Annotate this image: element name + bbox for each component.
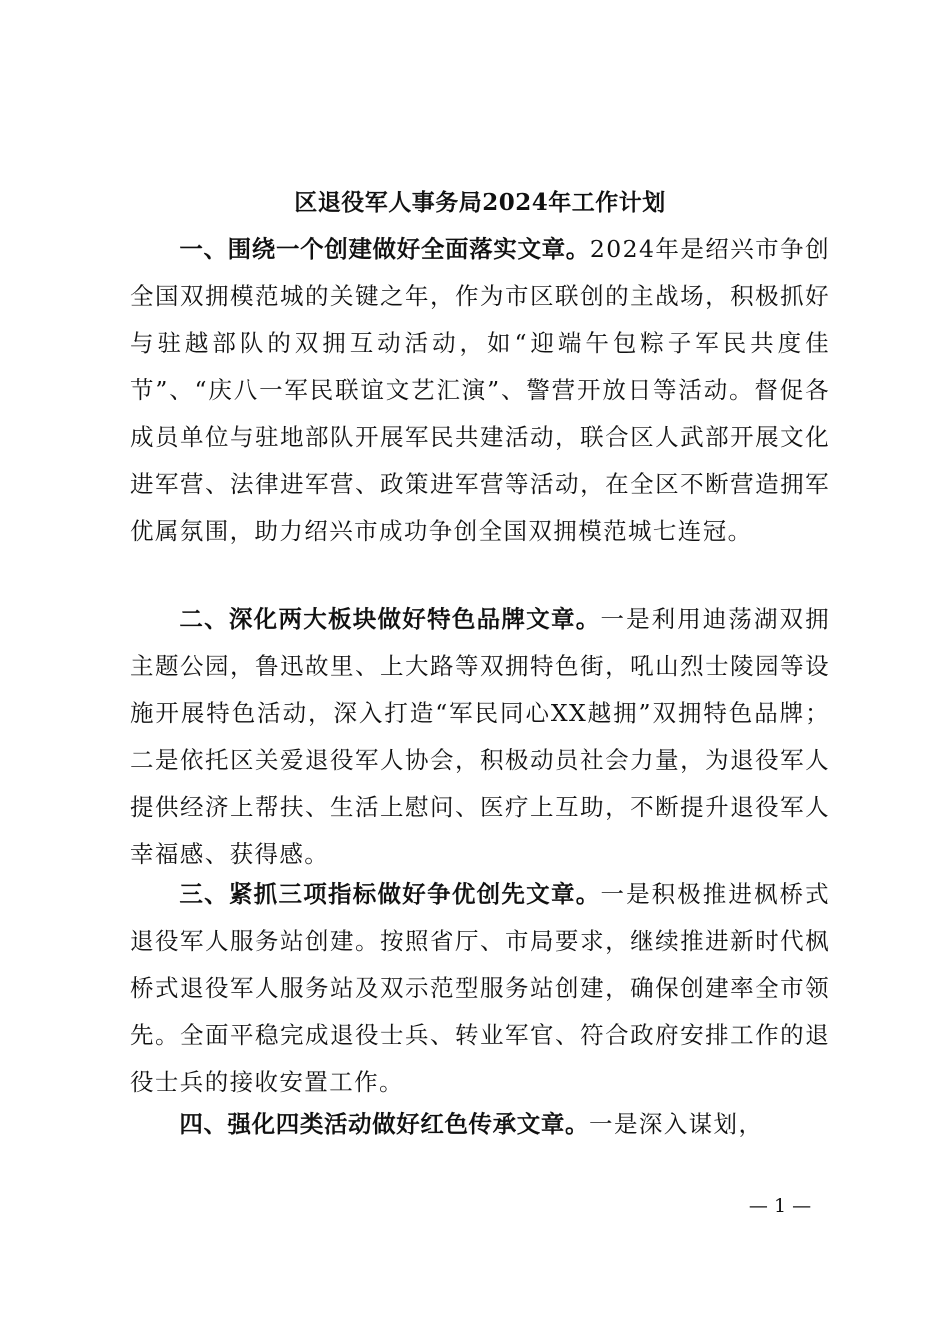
paragraph-4-body: 一是深入谋划，	[589, 1110, 764, 1138]
paragraph-4	[130, 1101, 830, 1148]
paragraph-2-heading: 二、深化两大板块做好特色品牌文章。	[179, 605, 601, 633]
paragraph-2	[130, 596, 830, 878]
paragraph-1	[130, 226, 830, 555]
paragraph-3-heading: 三、紧抓三项指标做好争优创先文章。	[179, 880, 601, 908]
paragraph-3-body: 一是积极推进枫桥式退役军人服务站创建。按照省厅、市局要求，继续推进新时代枫桥式退役军人服务站及双示范型服务站创建，确保创建率全市领先。全面平稳完成退役士兵、转业军官、符合政府安排工作的退役士兵的接收安置工作。	[130, 880, 830, 1096]
paragraph-1-body: 2024年是绍兴市争创全国双拥模范城的关键之年，作为市区联创的主战场，积极抓好与驻越部队的双拥互动活动，如“迎端午包粽子军民共度佳节”、“庆八一军民联谊文艺汇演”、警营开放日等活动。督促各成员单位与驻地部队开展军民共建活动，联合区人武部开展文化进军营、法律进军营、政策进军营等活动，在全区不断营造拥军优属氛围，助力绍兴市成功争创全国双拥模范城七连冠。	[130, 235, 830, 545]
paragraph-1-heading: 一、围绕一个创建做好全面落实文章。	[179, 235, 590, 263]
document-title: 区退役军人事务局2024年工作计划	[294, 189, 666, 216]
paragraph-2-body: 一是利用迪荡湖双拥主题公园，鲁迅故里、上大路等双拥特色街，吼山烈士陵园等设施开展特色活动，深入打造“军民同心XX越拥”双拥特色品牌；二是依托区关爱退役军人协会，积极动员社会力量，为退役军人提供经济上帮扶、生活上慰问、医疗上互助，不断提升退役军人幸福感、获得感。	[130, 605, 830, 868]
page-number: — 1 —	[748, 1195, 812, 1217]
paragraph-4-heading: 四、强化四类活动做好红色传承文章。	[179, 1110, 590, 1138]
paragraph-3	[130, 871, 830, 1106]
